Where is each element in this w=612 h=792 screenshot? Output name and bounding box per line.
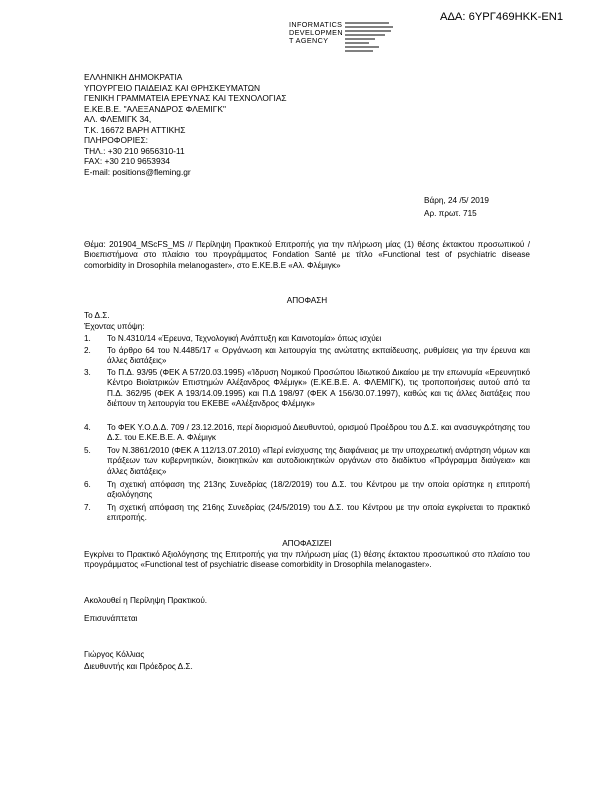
item-text: Το ΦΕΚ Υ.Ο.Δ.Δ. 709 / 23.12.2016, περί διορισμού Διευθυντού, ορισμού Προέδρου του Δ.Σ. και ανασυγκρότησης του Δ.Σ. του Ε.ΚΕ.Β.Ε. Α. Φλέμιγκ	[107, 423, 530, 443]
protocol-number: Αρ. πρωτ. 715	[424, 209, 477, 218]
logo-line-3: T AGENCY	[289, 36, 329, 46]
ada-code: ΑΔΑ: 6ΥΡΓ469ΗΚΚ-ΕΝ1	[440, 11, 564, 23]
sender-line: ΠΛΗΡΟΦΟΡΙΕΣ:	[84, 135, 148, 145]
item-text: Το Ν.4310/14 «Έρευνα, Τεχνολογική Ανάπτυξη και Καινοτομία» όπως ισχύει	[107, 334, 382, 343]
sender-email-line: E-mail: positions@fleming.gr	[84, 166, 191, 177]
signer-title: Διευθυντής και Πρόεδρος Δ.Σ.	[84, 662, 193, 671]
decision-paragraph: Εγκρίνει το Πρακτικό Αξιολόγησης της Επιτροπής για την πλήρωση μίας (1) θέσης έκτακτου προσωπικού στο πλαίσιο του προγράμματος «Functional test of psychiatric disease comorbidity in Drosophila melanogaster».	[84, 550, 530, 570]
item-number: 2.	[84, 346, 91, 355]
informatics-agency-logo	[289, 21, 409, 61]
sender-line: ΥΠΟΥΡΓΕΙΟ ΠΑΙΔΕΙΑΣ ΚΑΙ ΘΡΗΣΚΕΥΜΑΤΩΝ	[84, 82, 261, 93]
item-number: 1.	[84, 334, 91, 343]
logo-small-print	[345, 21, 397, 57]
attached-line: Επισυνάπτεται	[84, 614, 138, 623]
date-place: Βάρη, 24 /5/ 2019	[424, 196, 489, 205]
sender-line: ΤΗΛ.: +30 210 9656310-11	[84, 145, 185, 156]
item-number: 3.	[84, 368, 91, 377]
sender-line: ΑΛ. ΦΛΕΜΙΓΚ 34,	[84, 114, 152, 124]
decision-heading: ΑΠΟΦΑΣΗ	[286, 296, 328, 305]
item-text: Τον Ν.3861/2010 (ΦΕΚ Α 112/13.07.2010) «Περί ενίσχυσης της διαφάνειας με την υποχρεωτική ανάρτηση νόμων και πράξεων των κυβερνητικών, διοικητικών και αυτοδιοικητικών οργάνων στο διαδίκτυο «Πρόγραμμα διαύγεια» και άλλες διατάξεις»	[107, 446, 530, 476]
subject-paragraph: Θέμα: 201904_MScFS_MS // Περίληψη Πρακτικού Επιτροπής για την πλήρωση μίας (1) θέσης έκτακτου προσωπικού / Βιοεπιστήμονα στο πλαίσιο του προγράμματος Fondation Santé με τίτλο «Functional test of psychiatric disease comorbidity in Drosophila melanogaster», στο Ε.ΚΕ.Β.Ε «Αλ. Φλέμιγκ»	[84, 240, 530, 270]
item-text: Το Π.Δ. 93/95 (ΦΕΚ Α 57/20.03.1995) «Ίδρυση Νομικού Προσώπου Ιδιωτικού Δικαίου με την επωνυμία «Ερευνητικό Κέντρο Βιοϊατρικών Επιστημών Αλέξανδρος Φλέμιγκ» (Ε.ΚΕ.Β.Ε. Α. ΦΛΕΜΙΓΚ), τις τροποποιήσεις αυτού από τα Π.Δ. 362/95 (ΦΕΚ Α 193/14.09.1995) και Π.Δ 198/97 (ΦΕΚ Α 156/30.07.1997), καθώς και τις άλλες διατάξεις που διέπουν τη λειτουργία του ΕΚΕΒΕ «Αλέξανδρος Φλέμιγκ»	[107, 368, 530, 408]
sender-line: Ε.ΚΕ.Β.Ε. "ΑΛΕΞΑΝΔΡΟΣ ΦΛΕΜΙΓΚ"	[84, 103, 226, 114]
to-board: Το Δ.Σ.	[84, 311, 110, 320]
logo-line-2: DEVELOPMEN	[289, 28, 343, 38]
decides-heading: ΑΠΟΦΑΣΙΖΕΙ	[282, 539, 332, 548]
sender-line: ΕΛΛΗΝΙΚΗ ΔΗΜΟΚΡΑΤΙΑ	[84, 72, 183, 82]
item-text: Τη σχετική απόφαση της 216ης Συνεδρίας (24/5/2019) του Δ.Σ. του Κέντρου με την οποία εγκρίνεται το πρακτικό επιτροπής.	[107, 503, 530, 523]
item-text: Τη σχετική απόφαση της 213ης Συνεδρίας (18/2/2019) του Δ.Σ. του Κέντρου με την οποία ορίστηκε η επιτροπή αξιολόγησης	[107, 480, 530, 500]
item-number: 5.	[84, 446, 91, 455]
sender-line: Τ.Κ. 16672 ΒΑΡΗ ΑΤΤΙΚΗΣ	[84, 124, 186, 135]
sender-line: ΓΕΝΙΚΗ ΓΡΑΜΜΑΤΕΙΑ ΕΡΕΥΝΑΣ ΚΑΙ ΤΕΧΝΟΛΟΓΙΑΣ	[84, 93, 287, 103]
follows-line: Ακολουθεί η Περίληψη Πρακτικού.	[84, 596, 208, 605]
logo-line-1: INFORMATICS	[289, 20, 343, 29]
item-number: 7.	[84, 503, 91, 512]
item-text: Το άρθρο 64 του Ν.4485/17 « Οργάνωση και λειτουργία της ανώτατης εκπαίδευσης, ρυθμίσεις για την έρευνα και άλλες διατάξεις»	[107, 346, 530, 366]
item-number: 6.	[84, 480, 91, 489]
sender-line: FAX: +30 210 9653934	[84, 156, 170, 166]
item-number: 4.	[84, 423, 91, 432]
signer-name: Γιώργος Κόλλιας	[84, 650, 145, 659]
sender-block	[84, 72, 287, 177]
having-regard: Έχοντας υπόψη:	[84, 322, 145, 331]
